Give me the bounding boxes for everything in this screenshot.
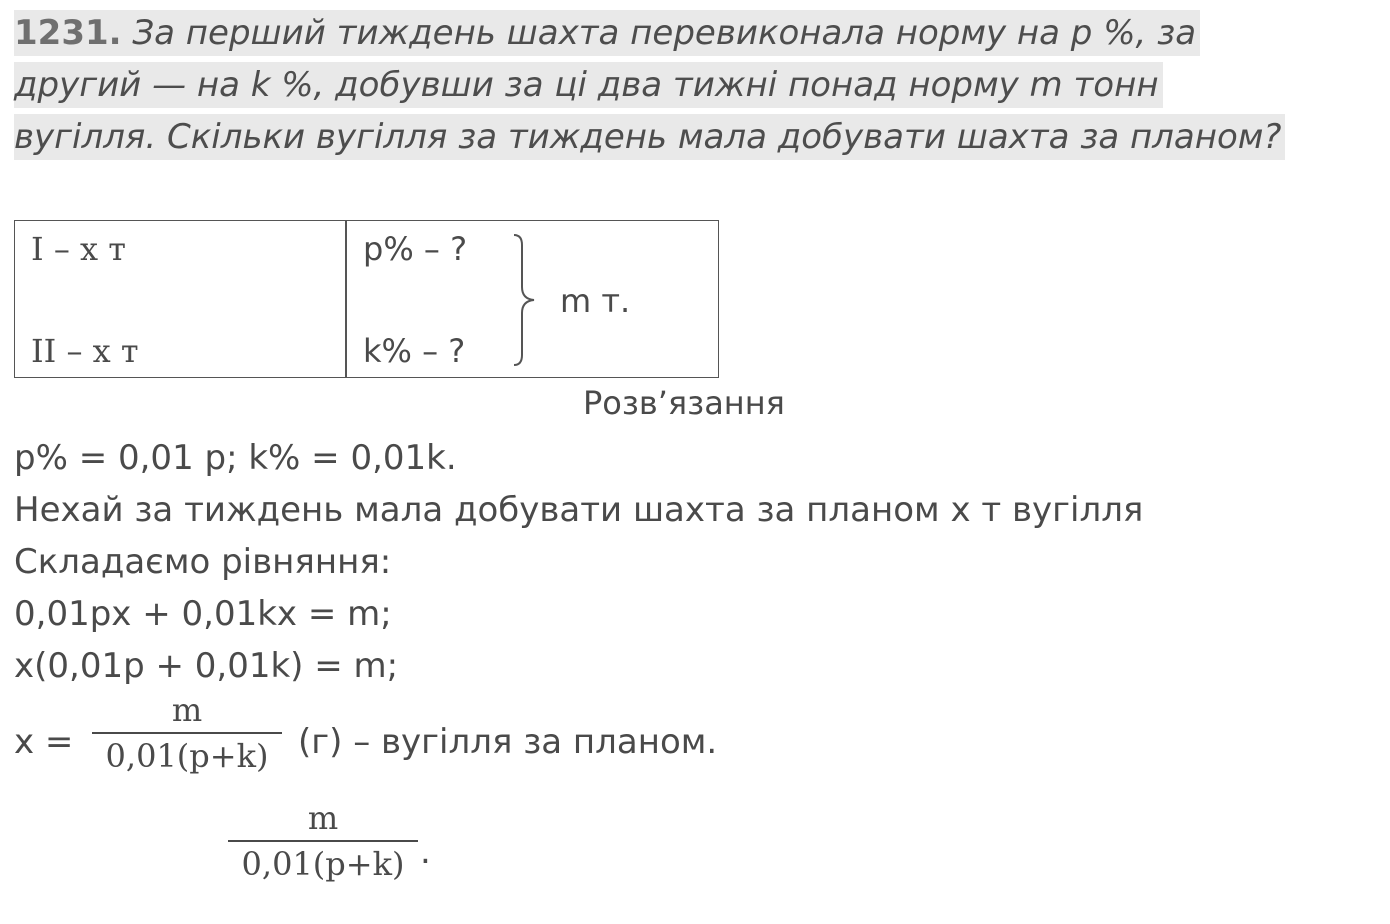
problem-line-1 xyxy=(14,10,1200,56)
problem-text-1: За перший тиждень шахта перевиконала норму на p %, за xyxy=(121,13,1197,53)
fraction-bar xyxy=(92,732,282,734)
problem-statement xyxy=(14,10,1386,166)
problem-line-3: вугілля. Скільки вугілля за тиждень мала добувати шахта за планом? xyxy=(14,114,1285,160)
given-table xyxy=(14,220,719,378)
fraction-numerator: m xyxy=(171,691,203,729)
solution-line-3: Складаємо рівняння: xyxy=(14,542,392,582)
answer-fraction xyxy=(228,798,418,884)
solution-line-6-prefix: x = xyxy=(14,722,74,762)
answer-fraction-bar xyxy=(228,840,418,842)
given-row-2-left: II – x т xyxy=(31,332,139,370)
solution-line-2: Нехай за тиждень мала добувати шахта за планом x т вугілля xyxy=(14,490,1144,530)
problem-number: 1231. xyxy=(14,13,122,53)
table-divider xyxy=(345,221,347,377)
given-row-1-left: I – x т xyxy=(31,230,126,268)
given-row-1-mid: p% – ? xyxy=(363,230,468,268)
solution-line-5: x(0,01p + 0,01k) = m; xyxy=(14,646,399,686)
solution-line-4: 0,01px + 0,01kx = m; xyxy=(14,594,392,634)
right-brace-icon xyxy=(512,233,538,367)
problem-line-2: другий — на k %, добувши за ці два тижні понад норму m тонн xyxy=(14,62,1163,108)
solution-title: Розв’язання xyxy=(583,384,785,422)
solution-line-6-suffix: (г) – вугілля за планом. xyxy=(298,722,718,762)
answer-period: . xyxy=(420,832,431,872)
answer-numerator: m xyxy=(307,799,339,837)
answer-denominator: 0,01(p+k) xyxy=(241,845,405,883)
given-row-2-mid: k% – ? xyxy=(363,332,466,370)
solution-fraction xyxy=(92,690,282,776)
fraction-denominator: 0,01(p+k) xyxy=(105,737,269,775)
given-total: m т. xyxy=(560,282,631,320)
solution-line-1: p% = 0,01 p; k% = 0,01k. xyxy=(14,438,457,478)
